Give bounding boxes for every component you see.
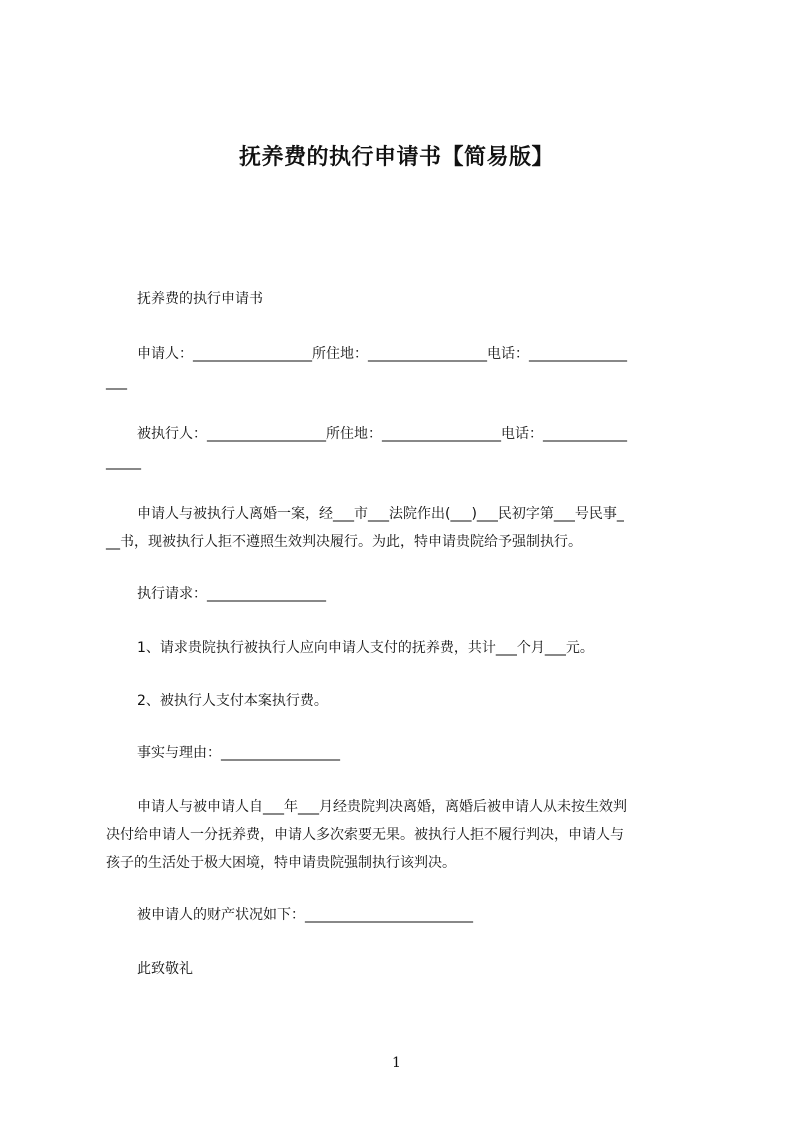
background-paragraph: 申请人与被执行人离婚一案，经___市___法院作出(___)___民初字第___号民事_ bbox=[137, 506, 624, 522]
respondent-line-continued: _____ bbox=[106, 454, 141, 470]
request-item-1: 1、请求贵院执行被执行人应向申请人支付的抚养费，共计___个月___元。 bbox=[137, 640, 594, 656]
property-line: 被申请人的财产状况如下：________________________ bbox=[137, 907, 473, 923]
closing-line: 此致敬礼 bbox=[137, 961, 193, 977]
background-paragraph-continued: __书，现被执行人拒不遵照生效判决履行。为此，特申请贵院给予强制执行。 bbox=[106, 534, 582, 550]
facts-paragraph: 申请人与被申请人自___年___月经贵院判决离婚，离婚后被申请人从未按生效判 bbox=[137, 799, 627, 815]
page-number: 1 bbox=[392, 1055, 401, 1071]
facts-paragraph-continued: 孩子的生活处于极大困境，特申请贵院强制执行该判决。 bbox=[106, 855, 456, 871]
facts-paragraph-continued: 决付给申请人一分抚养费，申请人多次索要无果。被执行人拒不履行判决，申请人与 bbox=[106, 827, 624, 843]
document-title: 抚养费的执行申请书【简易版】 bbox=[238, 145, 554, 170]
applicant-line: 申请人：_________________所住地：_________________电话：______________ bbox=[137, 346, 627, 362]
section-heading: 抚养费的执行申请书 bbox=[137, 291, 263, 307]
respondent-line: 被执行人：_________________所住地：_________________电话：____________ bbox=[137, 426, 627, 442]
facts-heading: 事实与理由：_________________ bbox=[137, 745, 340, 761]
applicant-line-continued: ___ bbox=[106, 374, 127, 390]
request-heading: 执行请求：_________________ bbox=[137, 586, 326, 602]
request-item-2: 2、被执行人支付本案执行费。 bbox=[137, 693, 328, 709]
